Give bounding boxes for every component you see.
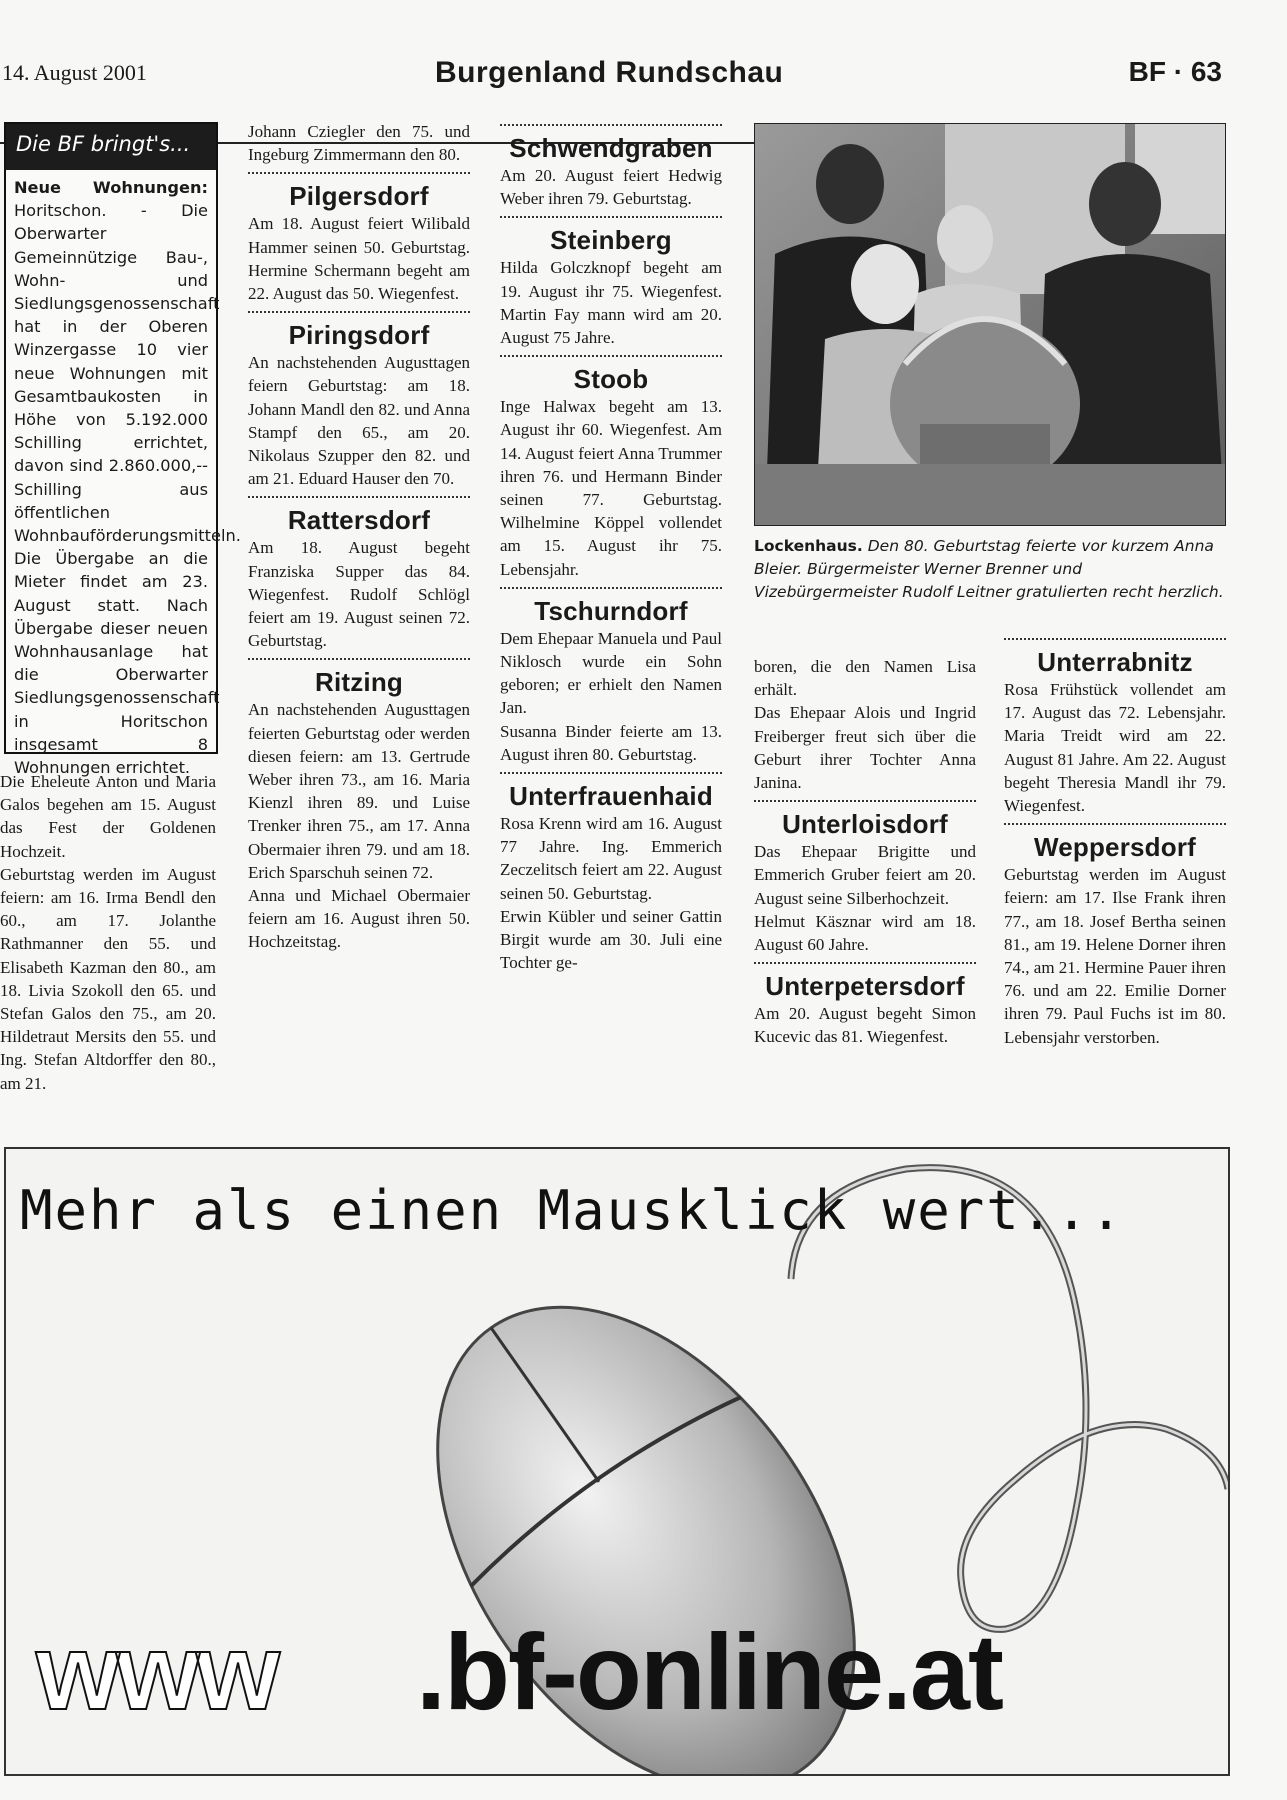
section-text: An nachstehenden Augusttagen feiern Geburtstag: am 18. Johann Mandl den 82. und Anna Stampf den 65., am 20. Nikolaus Szupper den 82. und am 21. Eduard Hauser den 70. [248, 353, 470, 489]
dotted-separator [754, 962, 976, 964]
article-paragraph: Das Ehepaar Alois und Ingrid Freiberger freut sich über die Geburt ihrer Tochter Anna Janina. [754, 703, 976, 793]
column-4 [754, 655, 976, 1049]
section-text: Rosa Krenn wird am 16. August 77 Jahre. Ing. Emmerich Zeczelitsch feiert am 22. August seinen 50. Geburtstag. [500, 814, 722, 903]
section-heading: Weppersdorf [1033, 832, 1197, 863]
section-text: Inge Halwax begeht am 13. August ihr 60. Wiegenfest. Am 14. August feiert Anna Trummer ihren 76. und Hermann Binder seinen 77. Geburtstag. Wilhelmine Köppel vollendet am 15. August ihr 75. Lebensjahr. [500, 397, 722, 579]
ad-url-domain[interactable]: .bf-online.at [416, 1611, 1002, 1732]
section-heading: Steinberg [550, 225, 672, 256]
section-heading: Unterfrauenhaid [509, 781, 713, 812]
section-text: An nachstehenden Augusttagen feierten Geburtstag oder werden diesen feiern: am 13. Gertrude Weber ihren 73., am 16. Maria Kienzl ihren 89. und Luise Trenker ihren 75., am 17. Anna Obermaier ihren 79. und am 18. Erich Sparschuh seinen 72. [248, 700, 470, 882]
photo-caption [754, 535, 1224, 604]
section-heading: Rattersdorf [287, 505, 431, 536]
dotted-separator [500, 587, 722, 589]
dotted-separator [248, 311, 470, 313]
section-heading: Ritzing [314, 667, 404, 698]
section-heading: Unterloisdorf [782, 809, 948, 840]
dotted-separator [754, 800, 976, 802]
dotted-separator [1004, 638, 1226, 640]
advertisement [4, 1147, 1230, 1776]
section-text: Helmut Käsznar wird am 18. August 60 Jahre. [754, 911, 976, 955]
section-text: Anna und Michael Obermaier feiern am 16. August ihren 50. Hochzeitstag. [248, 886, 470, 952]
section-text: Am 18. August begeht Franziska Supper das 84. Wiegenfest. Rudolf Schlögl feiert am 19. August seinen 72. Geburtstag. [248, 538, 470, 651]
news-box-keyword: Neue Wohnungen: [14, 178, 208, 197]
news-box-text: Horitschon. - Die Oberwarter Gemeinnützige Bau-, Wohn- und Siedlungsgenossenschaft hat in der Oberen Winzergasse 10 vier neue Wohnungen mit Gesamtbaukosten in Höhe von 5.192.000 Schilling errichtet, davon sind 2.860.000,-- Schilling aus öffentlichen Wohnbauförderungsmitteln. Die Übergabe an die Mieter findet am 23. August statt. Nach Übergabe dieser neuen Wohnhausanlage hat die Oberwarter Siedlungsgenossenschaft in Horitschon insgesamt 8 Wohnungen errichtet. [14, 201, 241, 778]
column-1 [0, 770, 216, 1095]
section-text: Susanna Binder feierte am 13. August ihren 80. Geburtstag. [500, 721, 722, 764]
news-box [4, 122, 241, 778]
section-heading: Tschurndorf [534, 595, 688, 626]
issue-date: 14. August 2001 [2, 60, 147, 85]
dotted-separator [500, 772, 722, 774]
dotted-separator [248, 172, 470, 174]
column-2 [248, 120, 470, 954]
section-heading: Pilgersdorf [289, 181, 429, 212]
page-number: BF · 63 [1128, 56, 1222, 87]
section-text: Erwin Kübler und seiner Gattin Birgit wurde am 30. Juli eine Tochter ge- [500, 906, 722, 973]
article-paragraph: Die Eheleute Anton und Maria Galos begehen am 15. August das Fest der Goldenen Hochzeit. [0, 772, 216, 861]
section-heading: Unterpetersdorf [765, 971, 965, 1002]
news-box-title: Die BF bringt's... [6, 124, 216, 170]
section-heading: Piringsdorf [288, 320, 430, 351]
ad-headline: Mehr als einen Mausklick wert... [20, 1179, 1125, 1242]
news-box-body [6, 170, 241, 785]
section-text: Am 18. August feiert Wilibald Hammer seinen 50. Geburtstag. Hermine Schermann begeht am 22. August das 50. Wiegenfest. [248, 214, 470, 304]
section-text: Am 20. August begeht Simon Kucevic das 81. Wiegenfest. [754, 1004, 976, 1047]
section-text: Am 20. August feiert Hedwig Weber ihren 79. Geburtstag. [500, 166, 722, 209]
dotted-separator [248, 496, 470, 498]
group-photo [754, 123, 1226, 526]
article-paragraph: Geburtstag werden im August feiern: am 16. Irma Bendl den 60., am 17. Jolanthe Rathmanner den 55. und Elisabeth Kazman den 80., am 18. Livia Szokoll den 65. und Stefan Galos den 75., am 20. Hildetraut Mersits den 55. und Ing. Stefan Altdorffer den 80., am 21. [0, 864, 216, 1093]
column-5 [1004, 632, 1226, 1049]
dotted-separator [1004, 823, 1226, 825]
dotted-separator [500, 355, 722, 357]
dotted-separator [500, 216, 722, 218]
section-text: Geburtstag werden im August feiern: am 17. Ilse Frank ihren 77., am 18. Josef Bertha seinen 81., am 19. Helene Dorner ihren 74., am 21. Hermine Pauer ihren 76. und am 22. Emilie Dorner ihren 79. Paul Fuchs ist im 80. Lebensjahr verstorben. [1004, 865, 1226, 1047]
article-paragraph: boren, die den Namen Lisa erhält. [754, 657, 976, 700]
photo-illustration [755, 124, 1225, 525]
section-heading: Stoob [573, 364, 649, 395]
page-header [0, 50, 1222, 94]
caption-place: Lockenhaus. [754, 537, 863, 555]
section-text: Hilda Golczknopf begeht am 19. August ihr 75. Wiegenfest. Martin Fay mann wird am 20. August 75 Jahre. [500, 258, 722, 348]
newspaper-title: Burgenland Rundschau [435, 56, 784, 89]
dotted-separator [248, 658, 470, 660]
section-text: Rosa Frühstück vollendet am 17. August das 72. Lebensjahr. Maria Treidt wird am 22. August 81 Jahre. Am 22. August begeht Theresia Mandl ihr 79. Wiegenfest. [1004, 680, 1226, 816]
section-text: Dem Ehepaar Manuela und Paul Niklosch wurde ein Sohn geboren; er erhielt den Namen Jan. [500, 628, 722, 718]
section-heading: Schwendgraben [509, 133, 713, 163]
section-heading: Unterrabnitz [1037, 647, 1193, 677]
dotted-separator [500, 124, 722, 126]
caption-text: Den 80. Geburtstag feierte vor kurzem Anna Bleier. Bürgermeister Werner Brenner und Vizebürgermeister Rudolf Leitner gratulierten recht herzlich. [754, 537, 1224, 601]
column-3 [500, 120, 722, 974]
section-text: Das Ehepaar Brigitte und Emmerich Gruber feiert am 20. August seine Silberhochzeit. [754, 842, 976, 908]
ad-url-www[interactable]: www [36, 1611, 277, 1732]
article-paragraph: Johann Cziegler den 75. und Ingeburg Zimmermann den 80. [248, 122, 470, 165]
